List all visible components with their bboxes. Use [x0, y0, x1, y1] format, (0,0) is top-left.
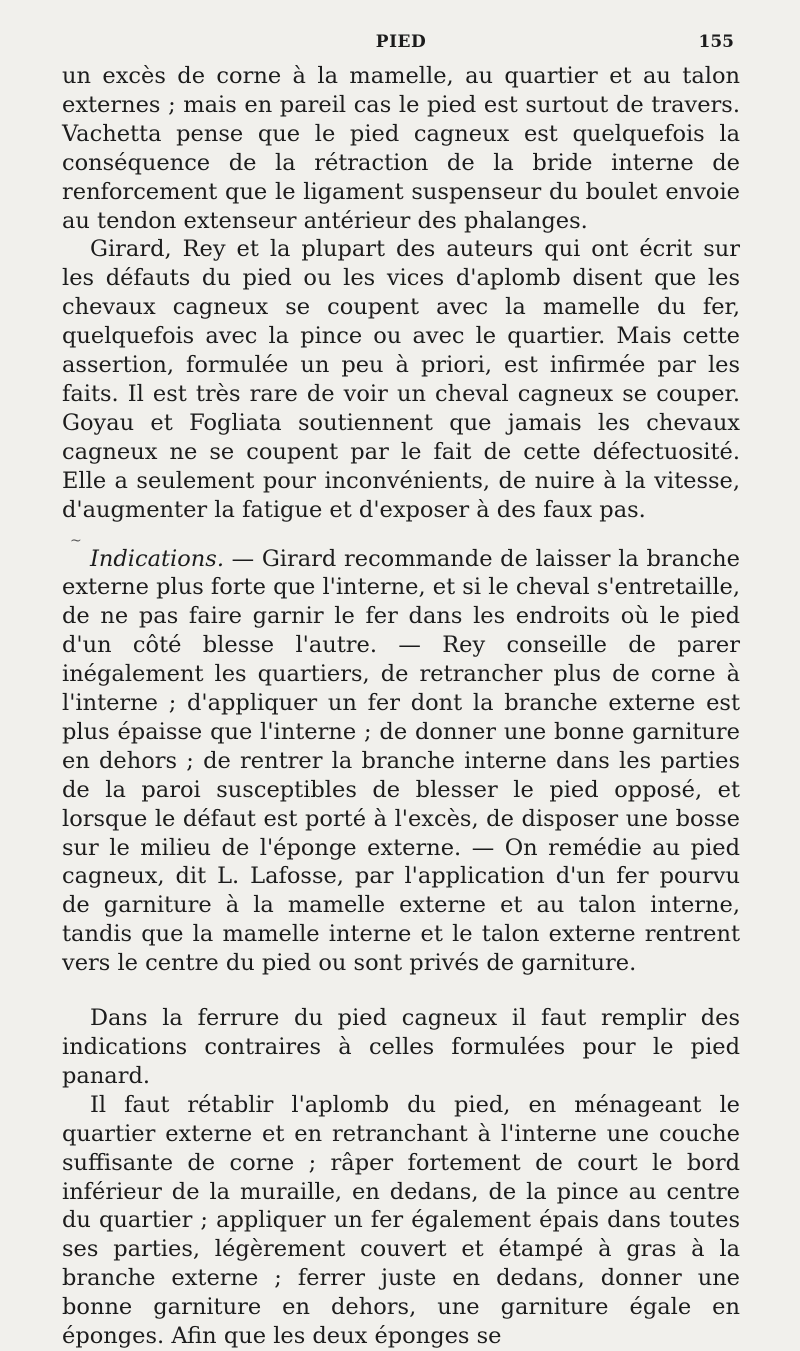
running-title: PIED: [375, 32, 427, 52]
indications-text: — Girard recommande de laisser la branche externe plus forte que l'interne, et si le cheval s'entretaille, de ne pas faire garnir le fer dans les endroits où le pied d'un côté blesse l'autre. — Rey conseille de parer inégalement les quartiers, de retrancher plus de corne à l'interne ; d'appliquer un fer dont la branche externe est plus épaisse que l'interne ; de donner une bonne garniture en dehors ; de rentrer la branche interne dans les parties de la paroi susceptibles de blesser le pied opposé, et lorsque le défaut est porté à l'excès, de disposer une bosse sur le milieu de l'éponge externe. — On remédie au pied cagneux, dit L. Lafosse, par l'application d'un fer pourvu de garniture à la mamelle externe et au talon interne, tandis que la mamelle interne et le talon externe rentrent vers le centre du pied ou sont privés de garniture.: [62, 545, 740, 977]
paragraph-1: un excès de corne à la mamelle, au quartier et au talon externes ; mais en pareil cas le pied est surtout de travers. Vachetta pense que le pied cagneux est quelquefois la conséquence de la rétraction de la bride interne de renforcement que le ligament suspenseur du boulet envoie au tendon extenseur antérieur des phalanges.: [62, 63, 740, 234]
running-head: [62, 28, 740, 62]
book-page: [62, 28, 740, 1350]
paragraph-2: Girard, Rey et la plupart des auteurs qui ont écrit sur les défauts du pied ou les vices d'aplomb disent que les chevaux cagneux se coupent avec la mamelle du fer, quelquefois avec la pince ou avec le quartier. Mais cette assertion, formulée un peu à priori, est infirmée par les faits. Il est très rare de voir un cheval cagneux se couper. Goyau et Fogliata soutiennent que jamais les chevaux cagneux ne se coupent par le fait de cette défectuosité. Elle a seulement pour inconvénients, de nuire à la vitesse, d'augmenter la fatigue et d'exposer à des faux pas.: [62, 236, 740, 523]
page-number: 155: [698, 32, 734, 52]
paragraph-5: Il faut rétablir l'aplomb du pied, en ménageant le quartier externe et en retranchant à l'interne une couche suffisante de corne ; râper fortement de court le bord inférieur de la muraille, en dedans, de la pince au centre du quartier ; appliquer un fer également épais dans toutes ses parties, légèrement couvert et étampé à gras à la branche externe ; ferrer juste en dedans, donner une bonne garniture en dehors, une garniture égale en éponges. Afin que les deux éponges se: [62, 1091, 740, 1350]
indications-lead-in: Indications.: [90, 545, 224, 572]
section-separator: [62, 525, 740, 549]
separator-mark: ~: [70, 532, 82, 549]
paragraph-4: Dans la ferrure du pied cagneux il faut remplir des indications contraires à celles formulées pour le pied panard.: [62, 1005, 740, 1089]
paragraph-indications: [62, 545, 740, 979]
